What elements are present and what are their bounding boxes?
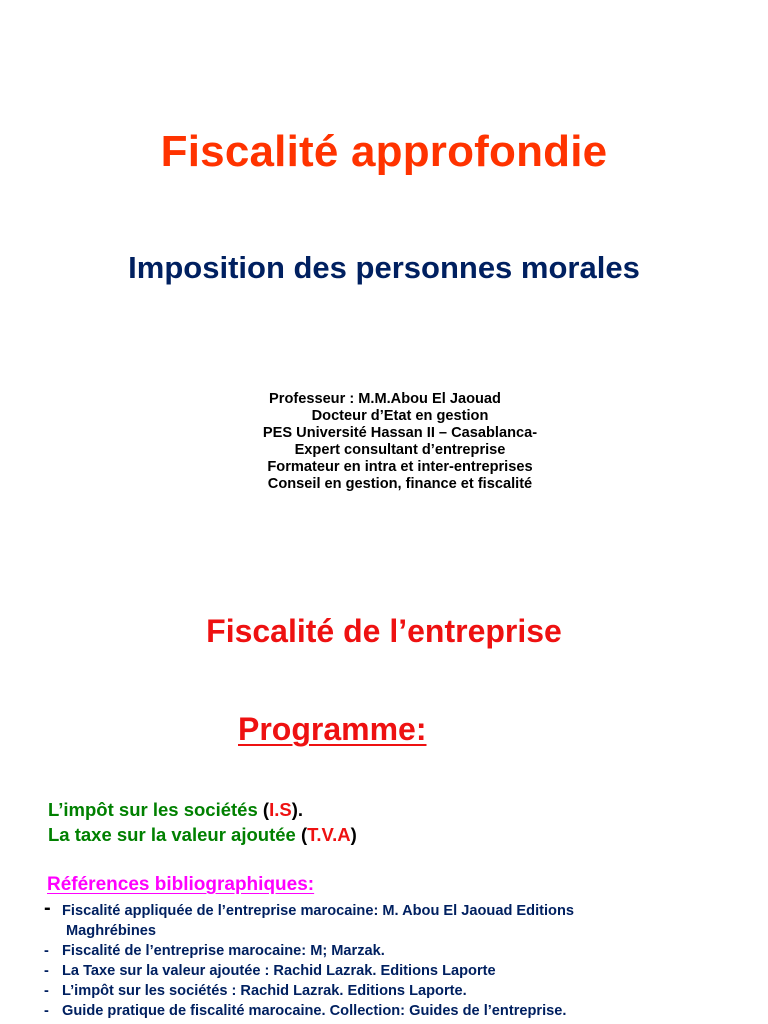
reference-text: L’impôt sur les sociétés : Rachid Lazrak. Editions Laporte. xyxy=(62,983,467,999)
professor-line: Conseil en gestion, finance et fiscalité xyxy=(267,476,533,492)
section-title: Fiscalité de l’entreprise xyxy=(206,613,562,649)
references-list xyxy=(44,897,744,1021)
reference-item xyxy=(44,941,744,961)
professor-info xyxy=(235,391,565,493)
bullet-dash: - xyxy=(44,983,49,999)
bullet-dash: - xyxy=(44,943,49,959)
topic-item xyxy=(48,822,357,847)
topic-suffix: ) xyxy=(350,824,357,845)
references-heading: Références bibliographiques: xyxy=(47,874,315,895)
professor-line: Docteur d’Etat en gestion xyxy=(311,408,489,424)
topic-suffix: ). xyxy=(291,799,303,820)
reference-text: Fiscalité de l’entreprise marocaine: M; Marzak. xyxy=(62,943,385,959)
reference-text: Fiscalité appliquée de l’entreprise marocaine: M. Abou El Jaouad Editions xyxy=(62,903,574,919)
professor-line: Professeur : M.M.Abou El Jaouad xyxy=(269,391,501,407)
reference-text: La Taxe sur la valeur ajoutée : Rachid Lazrak. Editions Laporte xyxy=(62,963,496,979)
bullet-dash: - xyxy=(44,897,51,919)
professor-line: Formateur en intra et inter-entreprises xyxy=(267,459,533,475)
topic-item xyxy=(48,797,357,822)
topic-open-paren: ( xyxy=(262,799,270,820)
reference-text: Guide pratique de fiscalité marocaine. Collection: Guides de l’entreprise. xyxy=(62,1003,567,1019)
professor-line: PES Université Hassan II – Casablanca- xyxy=(262,425,538,441)
reference-item xyxy=(44,961,744,981)
bullet-dash: - xyxy=(44,963,49,979)
topic-abbr: I.S xyxy=(269,799,292,820)
reference-item xyxy=(44,1001,744,1021)
reference-item xyxy=(44,897,744,941)
topic-open-paren: ( xyxy=(300,824,308,845)
professor-line: Expert consultant d’entreprise xyxy=(294,442,506,458)
programme-topics xyxy=(48,797,357,847)
programme-heading: Programme: xyxy=(238,711,427,747)
document-subtitle: Imposition des personnes morales xyxy=(128,250,640,285)
topic-text: L’impôt sur les sociétés xyxy=(48,799,263,820)
reference-text-continued: Maghrébines xyxy=(66,923,157,939)
document-title: Fiscalité approfondie xyxy=(160,127,608,176)
bullet-dash: - xyxy=(44,1003,49,1019)
topic-text: La taxe sur la valeur ajoutée xyxy=(48,824,301,845)
reference-item xyxy=(44,981,744,1001)
topic-abbr: T.V.A xyxy=(307,824,351,845)
